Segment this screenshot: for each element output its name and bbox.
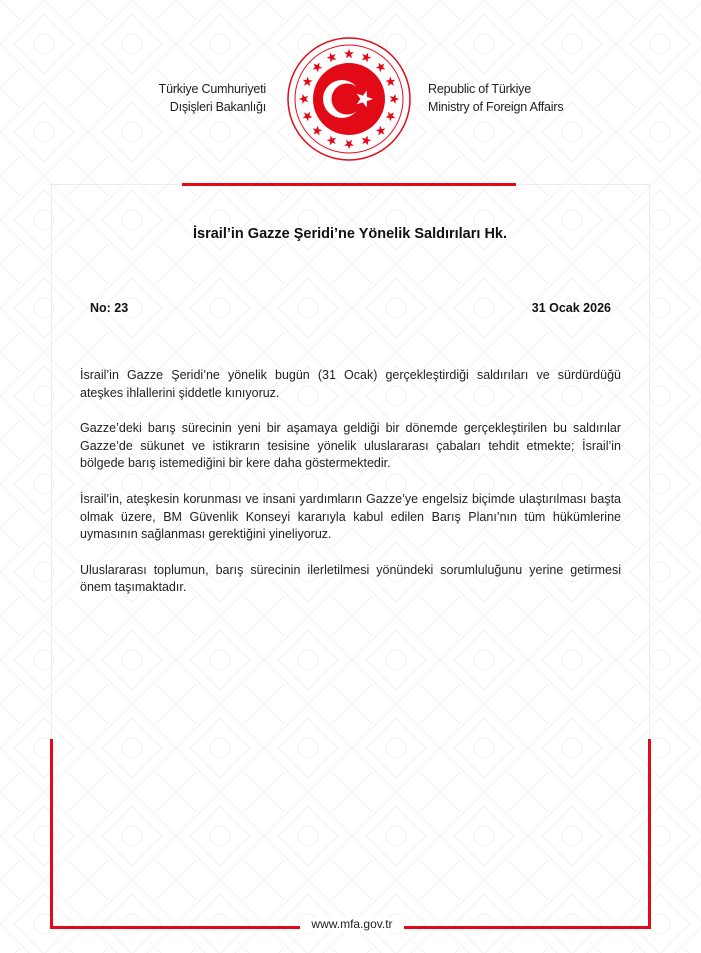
frame-right-thin-line bbox=[649, 184, 650, 740]
paragraph-1: İsrail’in Gazze Şeridi’ne yönelik bugün (31 Ocak) gerçekleştirdiği saldırıları ve sürdürdüğü ateşkes ihlallerini şiddetle kınıyoruz. bbox=[80, 368, 621, 400]
paragraph-2: Gazze’deki barış sürecinin yeni bir aşamaya geldiği bir dönemde gerçekleştirilen bu saldırılar Gazze’de sükunet ve istikrarın tesisine yönelik uluslararası çabaları tehdit etmekte; İsrail’in bölgede barış istemediğini bir kere daha göstermektedir. bbox=[80, 421, 621, 471]
paragraph-3: İsrail’in, ateşkesin korunması ve insani yardımların Gazze’ye engelsiz biçimde ulaştırılması başta olmak üzere, BM Güvenlik Konseyi kararıyla kabul edilen Barış Planı’nın tüm hükümlerine uymasının sağlanması gerektiğini yineliyoruz. bbox=[80, 491, 621, 542]
ministry-tr-line1: Türkiye Cumhuriyeti bbox=[158, 82, 266, 96]
document-body bbox=[80, 367, 621, 615]
website-link[interactable]: www.mfa.gov.tr bbox=[300, 917, 404, 931]
frame-top-red-line bbox=[182, 183, 516, 186]
frame-left-thin-line bbox=[51, 184, 52, 740]
document-number: No: 23 bbox=[90, 301, 129, 315]
document-title: İsrail’in Gazze Şeridi’ne Yönelik Saldırıları Hk. bbox=[192, 226, 508, 242]
document-date: 31 Ocak 2026 bbox=[531, 301, 611, 315]
ministry-tr-line2: Dışişleri Bakanlığı bbox=[169, 100, 266, 114]
star-crescent-emblem-icon bbox=[286, 36, 412, 162]
frame-right-red-line bbox=[648, 739, 651, 929]
paragraph-4: Uluslararası toplumun, barış sürecinin ilerletilmesi yönündeki sorumluluğunu yerine getirmesi önem taşımaktadır. bbox=[80, 562, 621, 595]
ministry-en-line1: Republic of Türkiye bbox=[428, 82, 531, 96]
frame-left-red-line bbox=[50, 739, 53, 929]
ministry-name-turkish bbox=[140, 80, 266, 116]
ministry-en-line2: Ministry of Foreign Affairs bbox=[428, 100, 564, 114]
ministry-name-english bbox=[428, 80, 598, 116]
